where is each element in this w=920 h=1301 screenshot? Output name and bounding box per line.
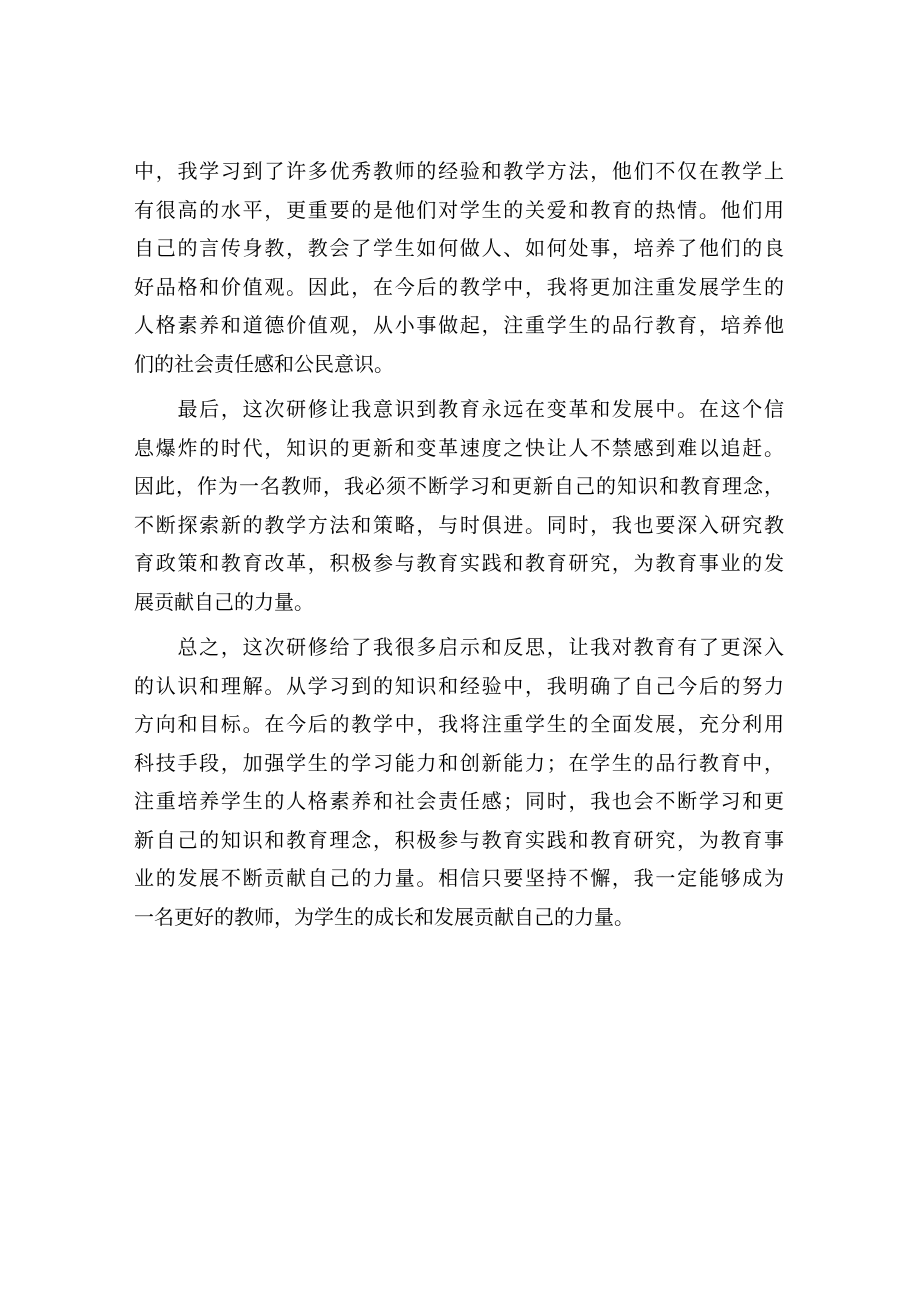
text-line: 展贡献自己的力量。 xyxy=(134,589,314,614)
text-line: 最后，这次研修让我意识到教育永远在变革和发展中。在这个信 xyxy=(134,397,784,421)
document-body xyxy=(134,152,784,936)
text-line: 息爆炸的时代，知识的更新和变革速度之快让人不禁感到难以追赶。 xyxy=(134,435,784,460)
text-line: 育政策和教育改革，积极参与教育实践和教育研究，为教育事业的发 xyxy=(134,551,784,575)
text-line: 方向和目标。在今后的教学中，我将注重学生的全面发展，充分利用 xyxy=(134,712,784,736)
paragraph-1 xyxy=(134,152,784,383)
text-line: 们的社会责任感和公民意识。 xyxy=(134,351,394,376)
text-line: 一名更好的教师，为学生的成长和发展贡献自己的力量。 xyxy=(134,904,634,929)
text-line: 有很高的水平，更重要的是他们对学生的关爱和教育的热情。他们用 xyxy=(134,197,784,222)
paragraph-3 xyxy=(134,628,784,936)
text-line: 因此，作为一名教师，我必须不断学习和更新自己的知识和教育理念， xyxy=(134,474,784,498)
text-line: 自己的言传身教，教会了学生如何做人、如何处事，培养了他们的良 xyxy=(134,236,784,260)
text-line: 好品格和价值观。因此，在今后的教学中，我将更加注重发展学生的 xyxy=(134,274,784,299)
text-line: 新自己的知识和教育理念，积极参与教育实践和教育研究，为教育事 xyxy=(134,827,784,852)
text-line: 总之，这次研修给了我很多启示和反思，让我对教育有了更深入 xyxy=(134,635,784,659)
text-line: 不断探索新的教学方法和策略，与时俱进。同时，我也要深入研究教 xyxy=(134,512,784,537)
text-line: 的认识和理解。从学习到的知识和经验中，我明确了自己今后的努力 xyxy=(134,673,784,698)
text-line: 中，我学习到了许多优秀教师的经验和教学方法，他们不仅在教学上 xyxy=(134,159,784,183)
text-line: 科技手段，加强学生的学习能力和创新能力；在学生的品行教育中， xyxy=(134,750,784,775)
text-line: 业的发展不断贡献自己的力量。相信只要坚持不懈，我一定能够成为 xyxy=(134,866,784,890)
text-line: 人格素养和道德价值观，从小事做起，注重学生的品行教育，培养他 xyxy=(134,313,784,337)
text-line: 注重培养学生的人格素养和社会责任感；同时，我也会不断学习和更 xyxy=(134,789,784,813)
paragraph-2 xyxy=(134,390,784,621)
